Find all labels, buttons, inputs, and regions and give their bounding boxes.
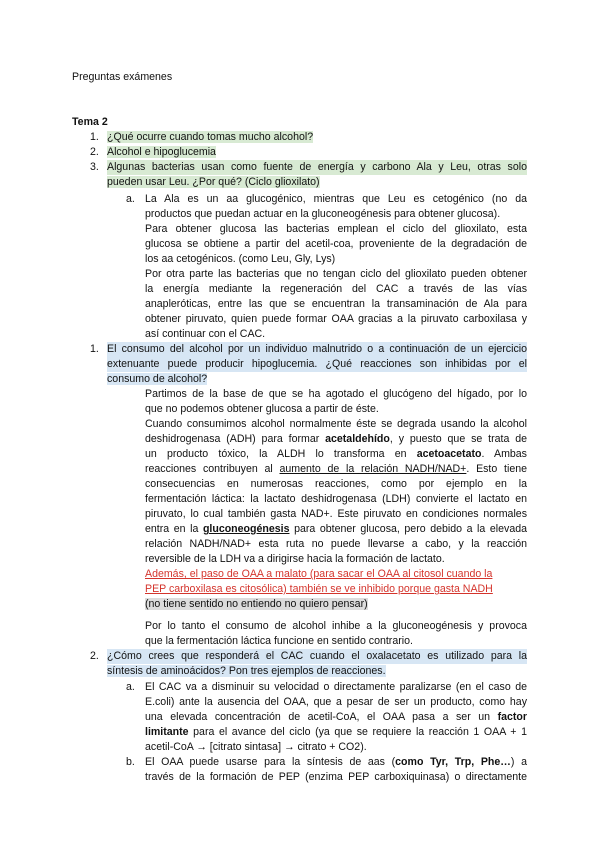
answer-line: anapleróticas, entre las que se encuentran la transaminación de Ala para [145, 298, 527, 310]
answer-letter: a. [126, 681, 135, 693]
answer-line: La Ala es un aa glucogénico, mientras que Leu es cetogénico (no da [145, 193, 527, 205]
answer-note-red: Además, el paso de OAA a malato (para sacar el OAA al citosol cuando la [145, 568, 493, 580]
answer-letter: b. [126, 756, 135, 768]
answer-line: la energía mediante la regeneración del CAC a través de las vías [145, 283, 527, 295]
answer-line: obtener piruvato, quien puede formar OAA gracias a la piruvato carboxilasa y [145, 313, 527, 325]
answer-line: una elevada concentración de acetil-CoA, el OAA pasa a ser un factor [145, 711, 527, 723]
answer-line: Por lo tanto el consumo de alcohol inhibe a la gluconeogénesis y provoca [145, 620, 527, 632]
answer-line: Por otra parte las bacterias que no tengan ciclo del glioxilato pueden obtener [145, 268, 527, 280]
answer-line: entra en la gluconeogénesis para obtener glucosa, pero debido a la elevada [145, 523, 527, 535]
question-text-line: El consumo del alcohol por un individuo malnutrido o a continuación de un ejercicio [107, 343, 527, 355]
answer-note-red: PEP carboxilasa es citosólica) también se ve inhibido porque gasta NADH [145, 583, 493, 595]
answer-line: limitante para el avance del ciclo (ya que se requiere la reacción 1 OAA + 1 [145, 726, 527, 738]
answer-letter: a. [126, 193, 135, 205]
answer-line: relación NADH/NAD+ esta ruta no puede llevarse a cabo, y la reacción [145, 538, 527, 550]
section-heading: Tema 2 [72, 116, 108, 128]
question-text: ¿Qué ocurre cuando tomas mucho alcohol? [107, 131, 314, 143]
item-number: 1. [90, 343, 99, 355]
question-text-line: pueden usar Leu. ¿Por qué? (Ciclo glioxilato) [107, 176, 320, 188]
answer-line: así continuar con el CAC. [145, 328, 266, 340]
answer-line: Cuando consumimos alcohol normalmente éste se degrada usando la alcohol [145, 418, 527, 430]
answer-line: un producto tóxico, la ALDH lo transforma en acetoacetato. Ambas [145, 448, 527, 460]
answer-line: los aa cetogénicos. (como Leu, Gly, Lys) [145, 253, 336, 265]
question-text-line: extenuante puede producir hipoglucemia. ¿Qué reacciones son inhibidas por el [107, 358, 527, 370]
answer-line: productos que puedan actuar en la gluconeogénesis para obtener glucosa). [145, 208, 501, 220]
answer-note-grey: (no tiene sentido no entiendo no quiero pensar) [145, 598, 368, 610]
answer-line: través de la formación de PEP (enzima PEP carboxiquinasa) o directamente [145, 771, 527, 783]
answer-line: reversible de la LDH va a dirigirse hacia la formación de lactato. [145, 553, 445, 565]
question-text-line: ¿Cómo crees que responderá el CAC cuando el oxalacetato es utilizado para la [107, 650, 527, 662]
answer-line: E.coli) ante la ausencia del OAA, que a pesar de ser un producto, como hay [145, 696, 527, 708]
answer-line: Para obtener glucosa las bacterias emplean el ciclo del glioxilato, esta [145, 223, 527, 235]
answer-line: que la fermentación láctica funcione en sentido contrario. [145, 635, 413, 647]
answer-line: que no podemos obtener glucosa a partir de éste. [145, 403, 379, 415]
item-number: 2. [90, 146, 99, 158]
answer-line: fermentación láctica: la lactato deshidrogenasa (LDH) convierte el lactato en [145, 493, 527, 505]
item-number: 2. [90, 650, 99, 662]
answer-line: El OAA puede usarse para la síntesis de aas (como Tyr, Trp, Phe…) a [145, 756, 527, 768]
answer-line: glucosa se obtiene a partir del acetil-coa, proveniente de la degradación de [145, 238, 527, 250]
question-text: Alcohol e hipoglucemia [107, 146, 216, 158]
item-number: 1. [90, 131, 99, 143]
answer-line: Partimos de la base de que se ha agotado el glucógeno del hígado, por lo [145, 388, 527, 400]
answer-line: acetil-CoA → [citrato sintasa] → citrato + CO2). [145, 741, 367, 753]
question-text-line: Algunas bacterias usan como fuente de energía y carbono Ala y Leu, otras solo [107, 161, 527, 173]
answer-line: reacciones contribuyen al aumento de la relación NADH/NAD+. Esto tiene [145, 463, 527, 475]
answer-line: El CAC va a disminuir su velocidad o directamente paralizarse (en el caso de [145, 681, 527, 693]
document-title: Preguntas exámenes [72, 71, 173, 83]
answer-line: consecuencias en numerosas reacciones, como por ejemplo en la [145, 478, 527, 490]
answer-line: deshidrogenasa (ADH) para formar acetaldehído, y puesto que se trata de [145, 433, 527, 445]
answer-line: piruvato, lo cual también gasta NAD+. Este piruvato en condiciones normales [145, 508, 527, 520]
question-text-line: síntesis de aminoácidos? Pon tres ejemplos de reacciones. [107, 665, 386, 677]
question-text-line: consumo de alcohol? [107, 373, 208, 385]
item-number: 3. [90, 161, 99, 173]
